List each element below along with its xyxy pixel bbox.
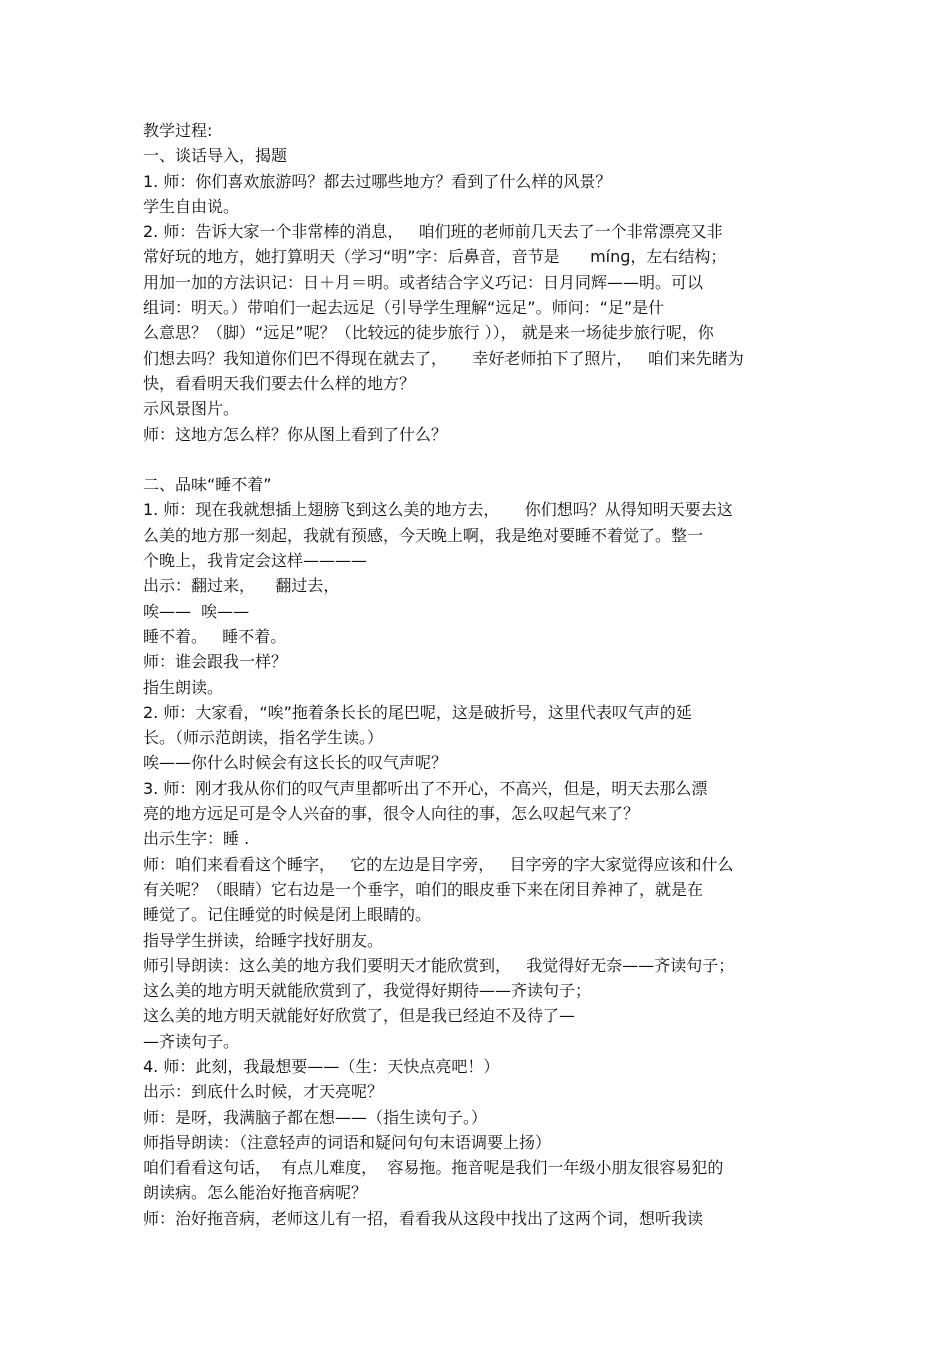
text-line: 快，看看明天我们要去什么样的地方？: [143, 373, 416, 393]
text-line: 么美的地方那一刻起，我就有预感，今天晚上啊，我是绝对要睡不着觉了。整一: [143, 525, 704, 545]
text-line: 1. 师：现在我就想插上翅膀飞到这么美的地方去， 你们想吗？从得知明天要去这: [143, 500, 733, 520]
text-line: 出示生字：睡 .: [143, 829, 250, 849]
text-line: 指导学生拼读，给睡字找好朋友。: [143, 930, 384, 950]
text-line: 么意思？（脚）“远足”呢？（比较远的徒步旅行 ））， 就是来一场徒步旅行呢，你: [143, 323, 714, 343]
text-line: 学生自由说。: [143, 196, 240, 216]
text-line: 用加一加的方法识记：日＋月＝明。或者结合字义巧记：日月同辉——明。可以: [143, 272, 704, 292]
text-line: 亮的地方远足可是令人兴奋的事，很令人向往的事，怎么叹起气来了？: [143, 804, 640, 824]
text-line: 这么美的地方明天就能欣赏到了，我觉得好期待——齐读句子；: [143, 981, 592, 1001]
text-line: 朗读病。怎么能治好拖音病呢？: [143, 1183, 368, 1203]
text-line: 唉——你什么时候会有这长长的叹气声呢？: [143, 753, 448, 773]
text-line: 咱们看看这句话， 有点儿难度， 容易拖。拖音呢是我们一年级小朋友很容易犯的: [143, 1158, 724, 1178]
text-line: 教学过程:: [143, 121, 213, 140]
text-line: 睡不着。 睡不着。: [143, 626, 287, 646]
text-line: 长。（师示范朗读，指名学生读。）: [143, 728, 384, 748]
text-line: 二、品味“睡不着”: [143, 475, 272, 495]
text-line: 指生朗读。: [143, 677, 224, 697]
text-line: 组词：明天。）带咱们一起去远足（引导学生理解“远足”。师问：“足”是什: [143, 298, 665, 318]
text-line: 3. 师：刚才我从你们的叹气声里都听出了不开心，不高兴，但是，明天去那么漂: [143, 778, 708, 798]
text-line: 师引导朗读：这么美的地方我们要明天才能欣赏到， 我觉得好无奈——齐读句子；: [143, 955, 735, 975]
text-line: 师指导朗读：（注意轻声的词语和疑问句句末语调要上扬）: [143, 1132, 552, 1152]
text-line: 师：咱们来看看这个睡字， 它的左边是目字旁， 目字旁的字大家觉得应该和什么: [143, 854, 734, 874]
text-line: 睡觉了。记住睡觉的时候是闭上眼睛的。: [143, 905, 432, 925]
text-line: 示风景图片。: [143, 399, 240, 419]
text-line: 师：是呀，我满脑子都在想——（指生读句子。）: [143, 1107, 488, 1127]
text-line: 师：这地方怎么样？你从图上看到了什么？: [143, 424, 448, 444]
text-line: 这么美的地方明天就能好好欣赏了，但是我已经迫不及待了—: [143, 1006, 576, 1026]
text-line: 出示：到底什么时候，才天亮呢？: [143, 1082, 384, 1102]
text-line: 们想去吗？我知道你们巴不得现在就去了， 幸好老师拍下了照片， 咱们来先睹为: [143, 348, 744, 368]
text-line: 4. 师：此刻，我最想要——（生：天快点亮吧！）: [143, 1056, 500, 1076]
text-line: 出示：翻过来， 翻过去，: [143, 576, 340, 596]
text-line: 师：谁会跟我一样？: [143, 652, 288, 672]
text-line: 2. 师：告诉大家一个非常棒的消息， 咱们班的老师前几天去了一个非常漂亮又非: [143, 222, 723, 242]
text-line: 唉—— 唉——: [143, 601, 250, 621]
text-line: 1. 师：你们喜欢旅游吗？都去过哪些地方？看到了什么样的风景？: [143, 171, 612, 191]
text-line: 2. 师：大家看，“唉”拖着条长长的尾巴呢，这是破折号，这里代表叹气声的延: [143, 702, 692, 722]
text-line: 个晚上，我肯定会这样————: [143, 551, 368, 571]
document-body: [143, 118, 808, 1231]
text-line: —齐读句子。: [143, 1031, 240, 1051]
text-line: 师：治好拖音病，老师这儿有一招，看看我从这段中找出了这两个词，想听我读: [143, 1208, 704, 1228]
blank-line: [143, 447, 808, 472]
text-line: 有关呢？（眼睛）它右边是一个垂字，咱们的眼皮垂下来在闭目养神了，就是在: [143, 879, 704, 899]
text-line: 一、谈话导入，揭题: [143, 146, 288, 166]
text-line: 常好玩的地方，她打算明天（学习“明”字：后鼻音，音节是 mínɡ，左右结构；: [143, 247, 727, 267]
